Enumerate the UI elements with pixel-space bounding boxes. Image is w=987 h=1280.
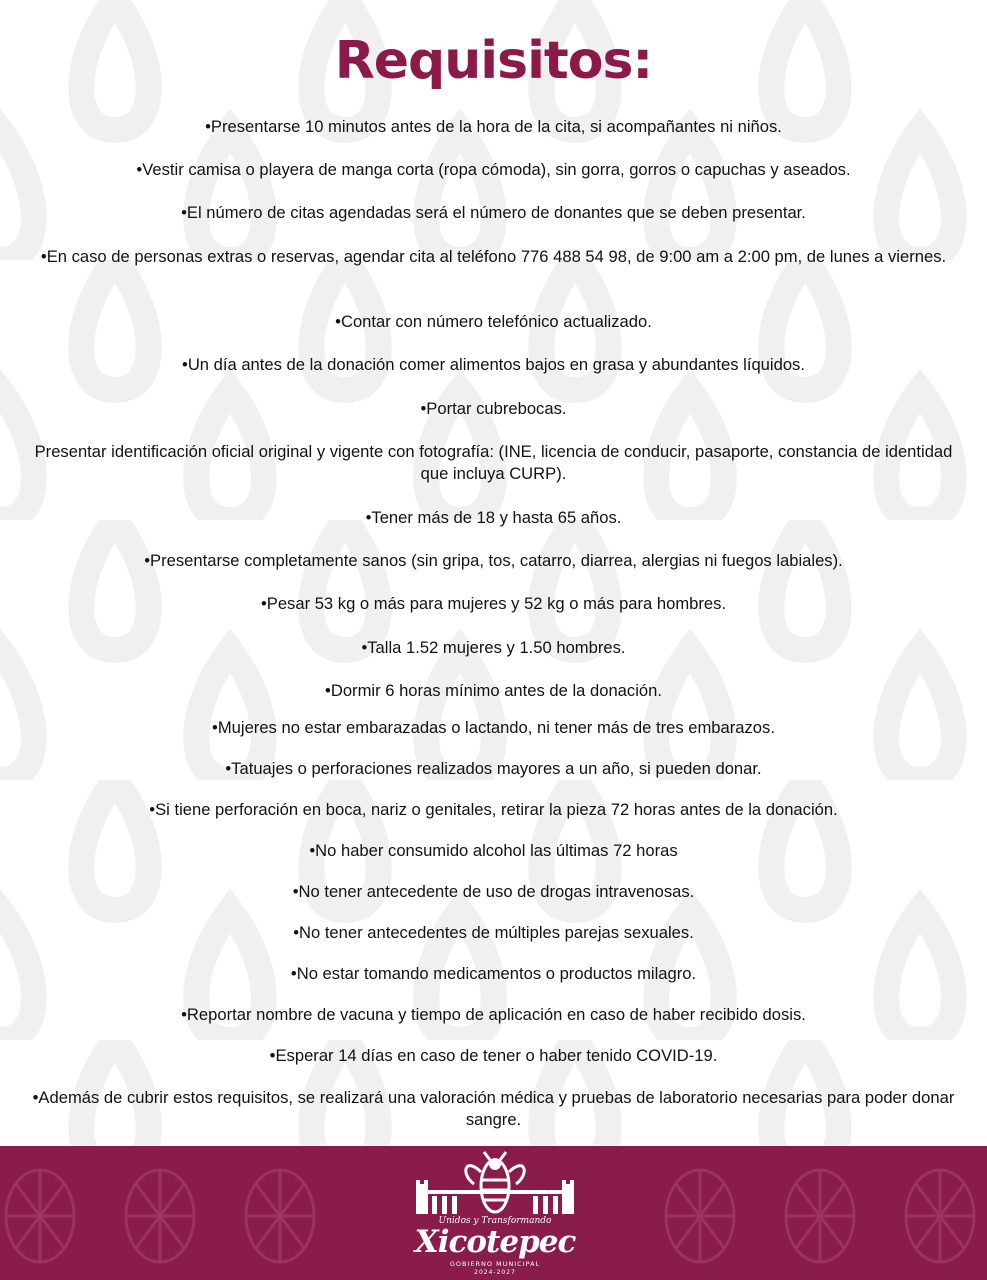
requirement-item: •Esperar 14 días en caso de tener o haber tenido COVID-19.	[269, 1046, 718, 1065]
requirement-item: •Mujeres no estar embarazadas o lactando, ni tener más de tres embarazos.	[212, 718, 775, 737]
requirement-item: •Contar con número telefónico actualizado.	[335, 312, 652, 331]
footer-banner	[0, 1146, 987, 1280]
requirement-item: •Tatuajes o perforaciones realizados mayores a un año, si pueden donar.	[225, 759, 762, 778]
requirement-item: •No estar tomando medicamentos o productos milagro.	[290, 964, 697, 983]
requirement-item: •No haber consumido alcohol las últimas 72 horas	[309, 841, 678, 860]
bee-emblem-icon	[410, 1150, 580, 1220]
requirement-item: •No tener antecedente de uso de drogas intravenosas.	[292, 882, 695, 901]
brand-slogan: Unidos y Transformando	[438, 1216, 552, 1226]
requirement-item: •Presentarse completamente sanos (sin gripa, tos, catarro, diarrea, alergias ni fuegos labiales).	[144, 551, 843, 570]
requirement-item: •Un día antes de la donación comer alimentos bajos en grasa y abundantes líquidos.	[182, 355, 805, 374]
requirement-item: •Vestir camisa o playera de manga corta (ropa cómoda), sin gorra, gorros o capuchas y aseados.	[136, 160, 851, 179]
page-title: Requisitos:	[334, 31, 653, 91]
brand-subtitle: GOBIERNO MUNICIPAL	[449, 1260, 541, 1268]
requirement-item: •En caso de personas extras o reservas, agendar cita al teléfono 776 488 54 98, de 9:00 am a 2:00 pm, de lunes a viernes.	[40, 247, 947, 266]
requirement-item: •Tener más de 18 y hasta 65 años.	[365, 508, 622, 527]
xicotepec-logo	[410, 1150, 580, 1278]
requirement-item: •Dormir 6 horas mínimo antes de la donación.	[325, 681, 662, 700]
requirement-item: •No tener antecedentes de múltiples parejas sexuales.	[293, 923, 694, 942]
requirement-item: Presentar identificación oficial original y vigente con fotografía: (INE, licencia de conducir, pasaporte, constancia de identidad que incluya CURP).	[34, 442, 953, 483]
requirement-item: •Reportar nombre de vacuna y tiempo de aplicación en caso de haber recibido dosis.	[181, 1005, 806, 1024]
brand-name: Xicotepec	[414, 1224, 576, 1260]
requirement-item: •Si tiene perforación en boca, nariz o genitales, retirar la pieza 72 horas antes de la donación.	[149, 800, 838, 819]
requirement-item: •Presentarse 10 minutos antes de la hora de la cita, si acompañantes ni niños.	[205, 117, 782, 136]
brand-years: 2024-2027	[474, 1269, 516, 1276]
requirement-item: •Pesar 53 kg o más para mujeres y 52 kg o más para hombres.	[260, 594, 727, 613]
requirement-item: •Portar cubrebocas.	[420, 399, 567, 418]
requirement-item: •El número de citas agendadas será el número de donantes que se deben presentar.	[181, 203, 806, 222]
requirement-item: •Talla 1.52 mujeres y 1.50 hombres.	[361, 638, 626, 657]
requirement-item: •Además de cubrir estos requisitos, se realizará una valoración médica y pruebas de laboratorio necesarias para poder donar sangre.	[32, 1088, 955, 1129]
